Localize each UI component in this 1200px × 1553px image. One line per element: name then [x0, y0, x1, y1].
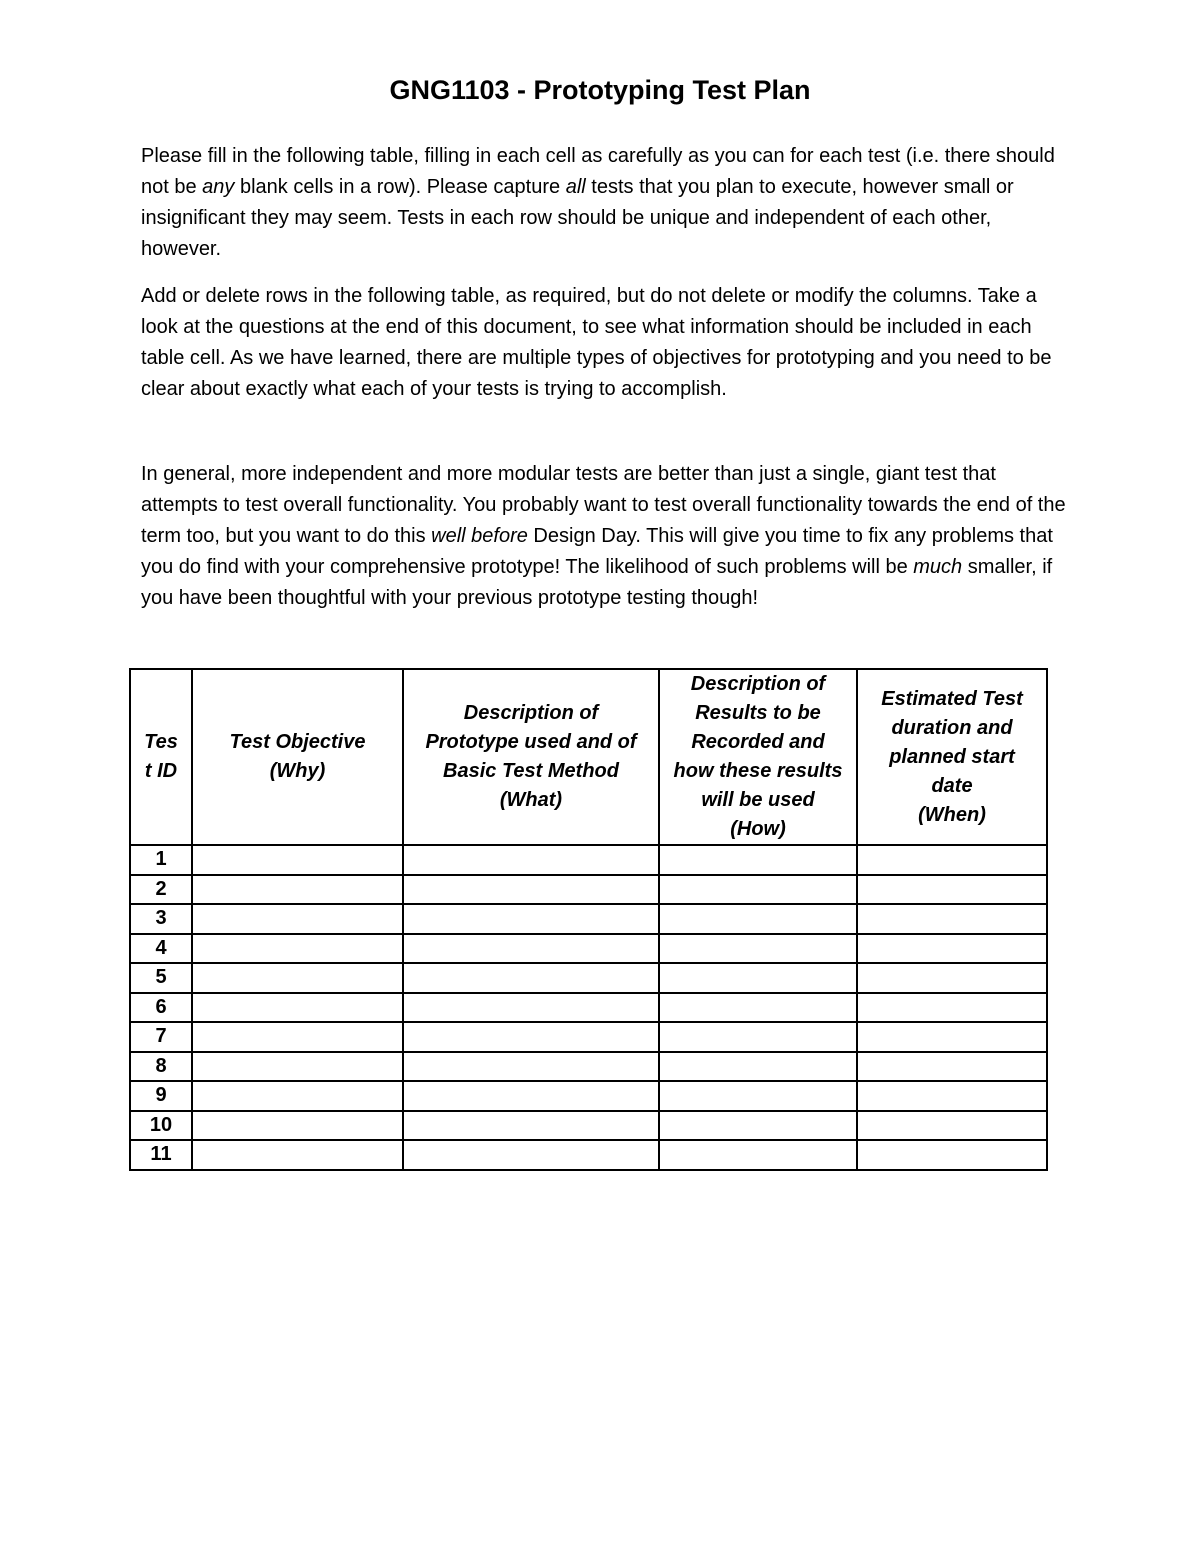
prototype-cell[interactable]	[403, 1081, 659, 1111]
table-row	[130, 1052, 1047, 1082]
header-line: Estimated Test	[881, 687, 1023, 710]
duration-cell[interactable]	[857, 845, 1047, 875]
duration-cell[interactable]	[857, 963, 1047, 993]
duration-cell[interactable]	[857, 1022, 1047, 1052]
header-line: (What)	[499, 789, 563, 811]
duration-cell[interactable]	[857, 934, 1047, 964]
objective-cell[interactable]	[192, 1022, 403, 1052]
instructions-paragraph-1	[141, 141, 1071, 265]
duration-cell[interactable]	[857, 1111, 1047, 1141]
test-plan-table	[129, 668, 1048, 1171]
paragraph-3-emphasis-much: much	[913, 556, 963, 578]
test-id-cell: 1	[130, 845, 192, 875]
header-line: Description of	[690, 673, 826, 695]
test-id-cell: 2	[130, 875, 192, 905]
results-cell[interactable]	[659, 1081, 857, 1111]
header-line: date	[931, 774, 973, 797]
paragraph-3-text-c: smaller, if you have been thoughtful with your previous prototype testing though!	[141, 556, 1053, 609]
duration-cell[interactable]	[857, 1140, 1047, 1170]
prototype-cell[interactable]	[403, 963, 659, 993]
paragraph-3-text-b: Design Day. This will give you time to fix any problems that you do find with your comprehensive prototype! The likelihood of such problems will be	[141, 525, 1053, 578]
prototype-cell[interactable]	[403, 993, 659, 1023]
header-prototype-description	[403, 669, 659, 845]
header-line: Prototype used and of	[425, 731, 637, 753]
table-body	[130, 845, 1047, 1170]
duration-cell[interactable]	[857, 875, 1047, 905]
header-test-objective	[192, 669, 403, 845]
paragraph-1-emphasis-all: all	[565, 176, 586, 198]
header-line: Results to be	[695, 702, 821, 724]
test-id-cell: 9	[130, 1081, 192, 1111]
objective-cell[interactable]	[192, 934, 403, 964]
header-line: Basic Test Method	[443, 760, 619, 782]
paragraph-1-text-c: tests that you plan to execute, however small or insignificant they may seem. Tests in each row should be unique and independent of each other, however.	[141, 176, 1014, 260]
prototype-cell[interactable]	[403, 845, 659, 875]
test-id-cell: 3	[130, 904, 192, 934]
results-cell[interactable]	[659, 904, 857, 934]
prototype-cell[interactable]	[403, 1140, 659, 1170]
results-cell[interactable]	[659, 875, 857, 905]
header-line: Test Objective	[229, 731, 366, 753]
table-row	[130, 845, 1047, 875]
header-test-id	[130, 669, 192, 845]
paragraph-1-text-b: blank cells in a row). Please capture	[234, 176, 566, 198]
results-cell[interactable]	[659, 1111, 857, 1141]
test-id-cell: 5	[130, 963, 192, 993]
test-id-cell: 6	[130, 993, 192, 1023]
prototype-cell[interactable]	[403, 904, 659, 934]
paragraph-3-emphasis-well-before: well before	[431, 525, 528, 547]
test-id-cell: 4	[130, 934, 192, 964]
header-duration-start-date	[857, 669, 1047, 845]
duration-cell[interactable]	[857, 904, 1047, 934]
header-line: how these results	[673, 760, 843, 782]
objective-cell[interactable]	[192, 875, 403, 905]
results-cell[interactable]	[659, 963, 857, 993]
objective-cell[interactable]	[192, 993, 403, 1023]
header-line: Description of	[463, 702, 599, 724]
header-line: (How)	[730, 818, 786, 840]
table-header-row	[130, 669, 1047, 845]
objective-cell[interactable]	[192, 963, 403, 993]
instructions-paragraph-3	[141, 459, 1071, 614]
duration-cell[interactable]	[857, 993, 1047, 1023]
objective-cell[interactable]	[192, 904, 403, 934]
results-cell[interactable]	[659, 934, 857, 964]
objective-cell[interactable]	[192, 1052, 403, 1082]
header-results-description	[659, 669, 857, 845]
prototype-cell[interactable]	[403, 1022, 659, 1052]
header-line: will be used	[701, 789, 815, 811]
table-row	[130, 1081, 1047, 1111]
prototype-cell[interactable]	[403, 1111, 659, 1141]
objective-cell[interactable]	[192, 1081, 403, 1111]
header-line: Recorded and	[691, 731, 825, 753]
test-id-cell: 7	[130, 1022, 192, 1052]
table-row	[130, 904, 1047, 934]
objective-cell[interactable]	[192, 1140, 403, 1170]
results-cell[interactable]	[659, 993, 857, 1023]
table-row	[130, 934, 1047, 964]
results-cell[interactable]	[659, 1140, 857, 1170]
prototype-cell[interactable]	[403, 875, 659, 905]
table-row	[130, 875, 1047, 905]
objective-cell[interactable]	[192, 1111, 403, 1141]
page-title: GNG1103 - Prototyping Test Plan	[389, 75, 811, 105]
test-id-cell: 11	[130, 1140, 192, 1170]
instructions-paragraph-2: Add or delete rows in the following table, as required, but do not delete or modify the columns. Take a look at the questions at the end of this document, to see what information should be included in each table cell. As we have learned, there are multiple types of objectives for prototyping and you need to be clear about exactly what each of your tests is trying to accomplish.	[141, 285, 1052, 400]
results-cell[interactable]	[659, 1022, 857, 1052]
duration-cell[interactable]	[857, 1052, 1047, 1082]
table-row	[130, 1111, 1047, 1141]
paragraph-3-text-a: In general, more independent and more modular tests are better than just a single, giant test that attempts to test overall functionality. You probably want to test overall functionality towards the end of the term too, but you want to do this	[141, 463, 1066, 547]
header-line: duration and	[891, 716, 1013, 739]
table-row	[130, 993, 1047, 1023]
results-cell[interactable]	[659, 1052, 857, 1082]
header-line: planned start	[889, 745, 1015, 768]
objective-cell[interactable]	[192, 845, 403, 875]
table-row	[130, 963, 1047, 993]
test-id-cell: 10	[130, 1111, 192, 1141]
paragraph-1-text-a: Please fill in the following table, filling in each cell as carefully as you can for each test (i.e. there should not be	[141, 145, 1055, 198]
table-row	[130, 1022, 1047, 1052]
test-id-cell: 8	[130, 1052, 192, 1082]
duration-cell[interactable]	[857, 1081, 1047, 1111]
paragraph-1-emphasis-any: any	[202, 176, 235, 198]
header-line: (When)	[918, 803, 986, 826]
header-line: t ID	[144, 760, 178, 782]
results-cell[interactable]	[659, 845, 857, 875]
prototype-cell[interactable]	[403, 934, 659, 964]
header-line: Tes	[144, 731, 178, 753]
prototype-cell[interactable]	[403, 1052, 659, 1082]
header-line: (Why)	[269, 760, 326, 782]
table-row	[130, 1140, 1047, 1170]
